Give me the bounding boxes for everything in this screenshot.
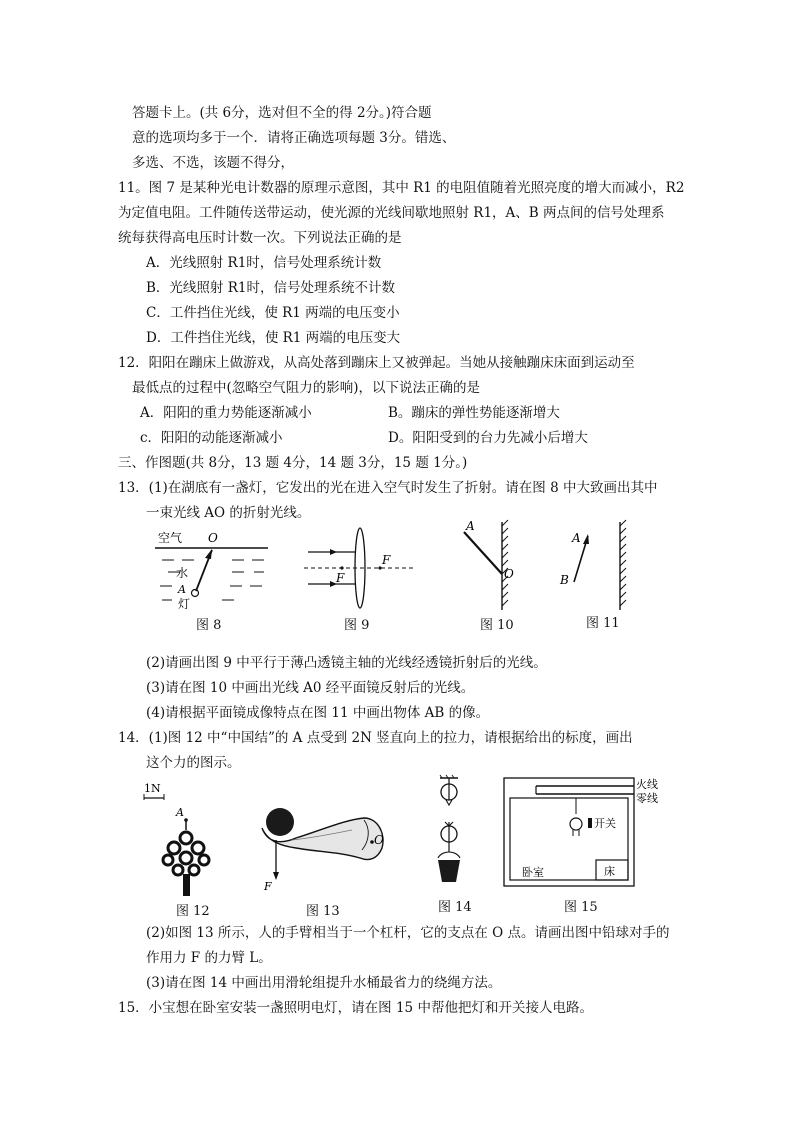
q11-option-d: D．工件挡住光线，使 R1 两端的电压变大 [146,330,401,346]
q11-stem-3: 统每获得高电压时计数一次。下列说法正确的是 [118,230,402,246]
fig9-f-right: F [382,553,391,567]
fig9-caption: 图 9 [344,618,370,633]
intro-line-2: 意的选项均多于一个．请将正确选项每题 3分。错选、 [132,130,456,146]
q14-part-2-line-2: 作用力 F 的力臂 L。 [146,950,272,966]
fig12-tassel [183,874,190,896]
fig13-arrow-icon [273,872,279,880]
q11-stem-1: 11。图 7 是某种光电计数器的原理示意图，其中 R1 的电阻值随着光照亮度的增大而减小，R2 [118,180,685,196]
fig8-arrow-icon [205,549,212,559]
q14-part-3: (3)请在图 14 中画出用滑轮组提升水桶最省力的绕绳方法。 [146,975,502,991]
q13-part-2: (2)请画出图 9 中平行于薄凸透镜主轴的光线经透镜折射后的光线。 [146,655,547,671]
figure-11 [558,518,638,614]
fig15-switch-label: 开关 [594,817,616,830]
shot-put-ball-icon [266,808,294,836]
q11-option-c: C．工件挡住光线，使 R1 两端的电压变小 [146,305,400,321]
chinese-knot-icon [163,832,209,875]
section-3-heading: 三、作图题(共 8分，13 题 4分，14 题 3分，15 题 1分。) [118,455,468,471]
q12-option-d: D。阳阳受到的台力先减小后增大 [388,430,588,446]
fig8-a-label: A [178,583,186,596]
fig8-water-label: 水 [176,566,189,580]
fig15-live-label: 火线 [636,778,658,791]
q14-stem-2: 这个力的图示。 [146,755,241,771]
fig10-ray-ao [464,532,502,574]
fig15-bedroom-label: 卧室 [522,866,544,879]
q13-stem-2: 一束光线 AO 的折射光线。 [146,505,311,521]
intro-line-1: 答题卡上。(共 6分，选对但不全的得 2分。)符合题 [132,105,432,121]
fig15-neutral-label: 零线 [636,792,658,805]
q13-part-3: (3)请在图 10 中画出光线 A0 经平面镜反射后的光线。 [146,680,475,696]
fig8-lamp-icon [192,590,199,597]
fig11-a-label: A [572,531,581,545]
fig10-a-label: A [466,519,475,533]
q12-stem-1: 12．阳阳在蹦床上做游戏，从高处落到蹦床上又被弹起。当她从接触蹦床床面到运动至 [118,355,635,371]
q15-stem: 15．小宝想在卧室安装一盏照明电灯，请在图 15 中帮他把灯和开关接人电路。 [118,1000,593,1016]
q11-option-b: B．光线照射 R1时，信号处理系统不计数 [146,280,395,296]
fig15-caption: 图 15 [564,900,598,915]
q12-option-b: B。蹦床的弹性势能逐渐增大 [388,405,560,421]
fig13-f-label: F [264,880,272,893]
fig8-caption: 图 8 [196,618,222,633]
fig15-bed-label: 床 [604,865,615,878]
q12-option-a: A．阳阳的重力势能逐渐减小 [140,405,312,421]
fig14-caption: 图 14 [438,900,472,915]
q14-part-2-line-1: (2)如图 13 所示，人的手臂相当于一个杠杆，它的支点在 O 点。请画出图中铅球对手的 [146,925,670,941]
q11-stem-2: 为定值电阻。工件随传送带运动，使光源的光线间歇地照射 R1，A、B 两点间的信号处理系 [118,205,665,221]
fig13-o-label: O [374,833,384,847]
q13-part-4: (4)请根据平面镜成像特点在图 11 中画出物体 AB 的像。 [146,705,490,721]
fig11-b-label: B [560,573,569,587]
figure-13 [252,800,402,896]
fig9-f-left: F [336,571,345,585]
fig12-scale-label: 1N [144,782,161,795]
intro-line-3: 多选、不选，该题不得分， [132,155,294,171]
light-bulb-icon [570,818,582,830]
fig12-a-label: A [176,806,184,819]
figure-8 [150,522,270,612]
fig10-caption: 图 10 [480,618,514,633]
fig11-arrow-icon [583,534,589,544]
figure-12 [140,778,240,900]
fig12-caption: 图 12 [176,904,210,919]
fig8-air-label: 空气 [158,531,183,545]
figure-15 [500,774,676,892]
q12-option-c: c．阳阳的动能逐渐减小 [140,430,283,446]
q13-stem-1: 13．(1)在湖底有一盏灯，它发出的光在进入空气时发生了折射。请在图 8 中大致画出其中 [118,480,658,496]
q11-option-a: A．光线照射 R1时，信号处理系统计数 [146,255,382,271]
water-bucket-icon [438,860,460,882]
figure-14 [432,774,472,892]
q14-stem-1: 14．(1)图 12 中“中国结”的 A 点受到 2N 竖直向上的拉力，请根据给出的标度，画出 [118,730,633,746]
switch-icon [588,818,592,828]
fig9-arrow-upper-icon [330,549,337,555]
q12-stem-2: 最低点的过程中(忽略空气阻力的影响)，以下说法正确的是 [132,380,481,396]
fig13-caption: 图 13 [306,904,340,919]
fig11-caption: 图 11 [586,616,620,631]
fig10-o-label: O [504,567,514,581]
figure-9 [300,522,418,612]
fig8-o-label: O [208,531,218,545]
fig8-lamp-label: 灯 [178,597,191,611]
figure-10 [450,518,540,614]
